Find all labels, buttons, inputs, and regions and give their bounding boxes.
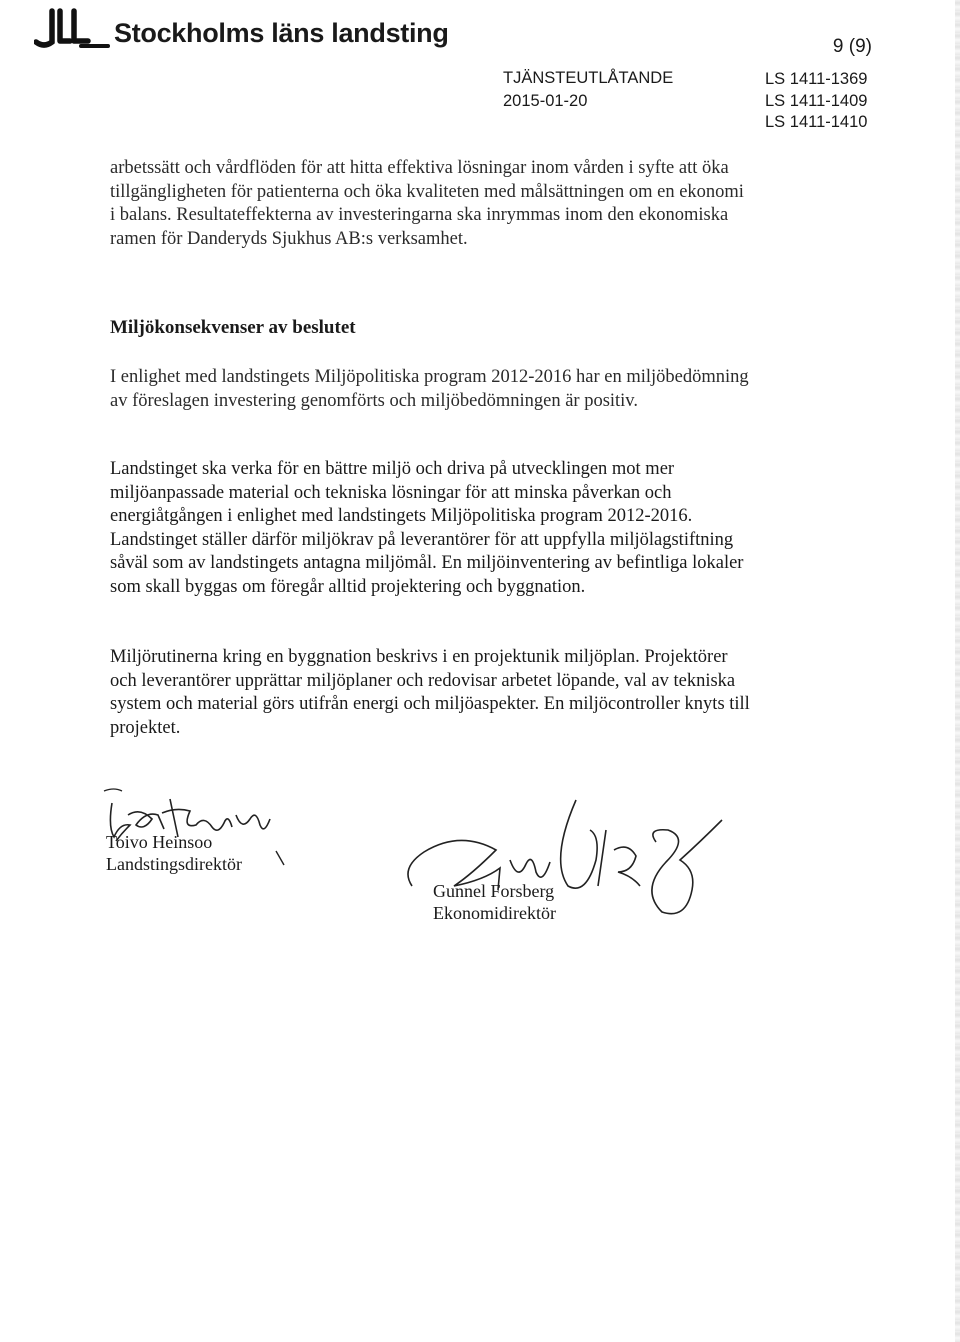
signatory-name: Gunnel Forsberg bbox=[433, 881, 555, 901]
section-heading: Miljökonsekvenser av beslutet bbox=[110, 317, 356, 338]
signature-block bbox=[433, 880, 556, 924]
signatory-title: Landstingsdirektör bbox=[106, 854, 242, 874]
reference-number: LS 1411-1369 bbox=[765, 70, 868, 88]
page-number: 9 (9) bbox=[832, 36, 872, 57]
scan-edge bbox=[955, 0, 960, 1342]
signatory-name: Toivo Heinsoo bbox=[106, 832, 213, 852]
paragraph-intro: arbetssätt och vårdflöden för att hitta effektiva lösningar inom vården i syfte att öka tillgängligheten för patienterna och öka kvaliteten med målsättningen om en ekonomi i balans. Resultateffekterna av investeringarna ska inrymmas inom den ekonomiska ramen för Danderyds Sjukhus AB:s verksamhet. bbox=[110, 158, 744, 249]
reference-number: LS 1411-1409 bbox=[765, 91, 868, 110]
org-name: Stockholms läns landsting bbox=[114, 18, 449, 48]
reference-number: LS 1411-1410 bbox=[765, 113, 868, 131]
signature-block bbox=[106, 831, 242, 875]
document-date: 2015-01-20 bbox=[503, 92, 588, 110]
paragraph-assessment: I enlighet med landstingets Miljöpolitiska program 2012-2016 har en miljöbedömning av föreslagen investering genomförts och miljöbedömningen är positiv. bbox=[110, 367, 749, 411]
document-type: TJÄNSTEUTLÅTANDE bbox=[503, 69, 674, 87]
paragraph-environment: Landstinget ska verka för en bättre miljö och driva på utvecklingen mot mer miljöanpassade material och tekniska lösningar för att minska påverkan och energiåtgången i enlighet med landstingets Miljöpolitiska program 2012-2016. Landstinget ställer därför miljökrav på leverantörer för att uppfylla miljölagstiftning såväl som av landstingets antagna miljömål. En miljöinventering av befintliga lokaler som skall byggas om föregår alltid projektering och byggnation. bbox=[110, 459, 744, 597]
sll-logo-icon bbox=[34, 8, 110, 50]
paragraph-routines: Miljörutinerna kring en byggnation beskrivs i en projektunik miljöplan. Projektörer och leverantörer upprättar miljöplaner och redovisar arbetet löpande, val av tekniska system och material görs utifrån energi och miljöaspekter. En miljöcontroller knyts till projektet. bbox=[110, 647, 750, 738]
reference-numbers bbox=[765, 69, 867, 134]
signatory-title: Ekonomidirektör bbox=[433, 903, 556, 923]
